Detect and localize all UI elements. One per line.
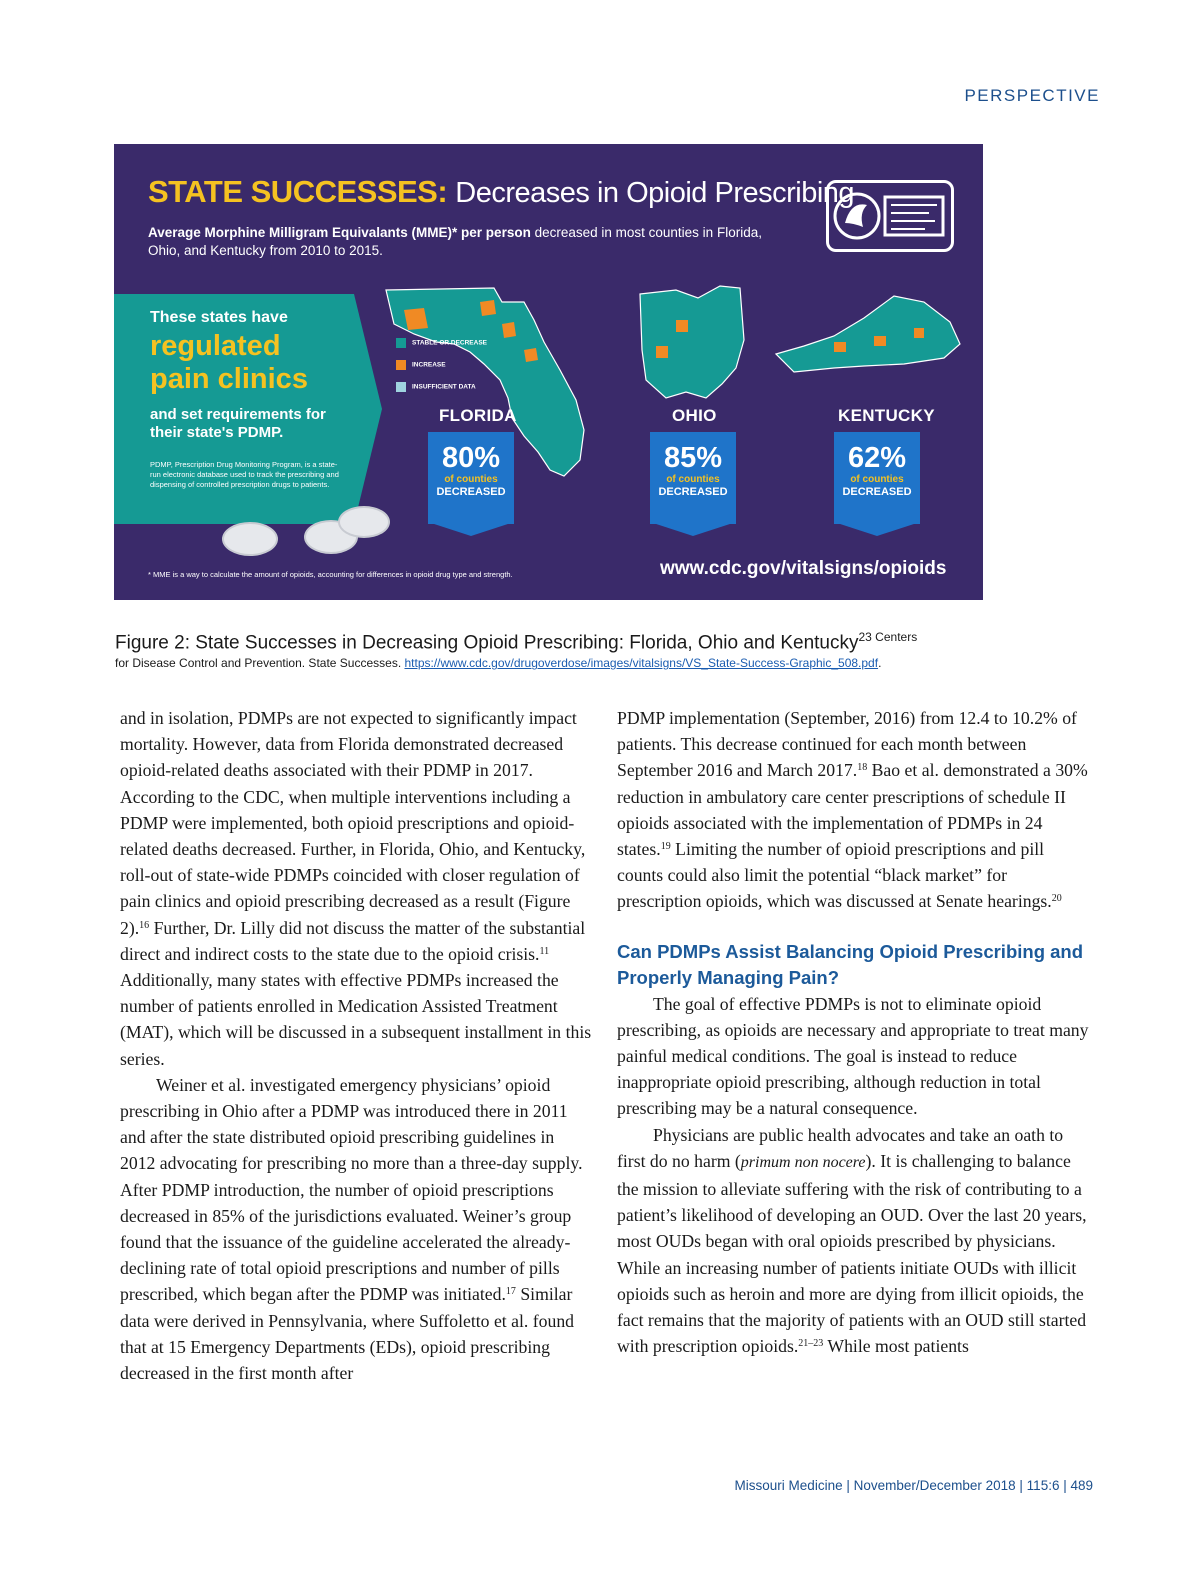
text-run: PDMP implementation (September, 2016) from 12.4 to 10.2% of patients. This decrease continued for each month between September 2016 and March 2017. xyxy=(617,708,1077,781)
badge-percent: 85% xyxy=(663,442,723,474)
badge-ohio xyxy=(650,432,736,524)
right-column xyxy=(617,705,1089,1359)
hhs-cdc-logo-icon xyxy=(826,180,954,252)
text-run: Limiting the number of opioid prescriptions and pill counts could also limit the potential “black market” for prescription opioids, which was discussed at Senate hearings. xyxy=(617,839,1052,912)
badge-status: DECREASED xyxy=(658,486,728,498)
paragraph xyxy=(617,705,1089,915)
text-run: While most patients xyxy=(823,1336,969,1357)
badge-tip xyxy=(834,522,920,536)
panel-line-1: These states have xyxy=(150,309,288,326)
badge-of: of counties xyxy=(444,474,498,485)
figure-title-bold: STATE SUCCESSES: xyxy=(148,174,448,209)
figure-subtitle xyxy=(148,224,788,260)
caption-ref-tail: Centers xyxy=(871,630,918,644)
citation: 18 xyxy=(857,762,868,774)
figure-url: www.cdc.gov/vitalsigns/opioids xyxy=(660,558,947,579)
page-footer: Missouri Medicine | November/December 2018 | 115:6 | 489 xyxy=(734,1478,1093,1493)
legend-swatch-icon xyxy=(396,360,406,370)
citation: 20 xyxy=(1051,893,1062,905)
state-name-ohio: OHIO xyxy=(672,406,717,425)
text-run: Additionally, many states with effective PDMPs increased the number of patients enrolled in Medication Assisted Treatment (MAT), which will be discussed in a subsequent installment in this series. xyxy=(120,970,592,1069)
panel-line-3: and set requirements for their state's PDMP. xyxy=(150,406,326,441)
caption-sub xyxy=(115,656,1025,670)
caption-sub-text: for Disease Control and Prevention. State Successes. xyxy=(115,656,405,671)
badge-percent: 80% xyxy=(441,442,501,474)
caption-link-end: . xyxy=(878,656,882,671)
legend-swatch-icon xyxy=(396,382,406,392)
caption-link[interactable]: https://www.cdc.gov/drugoverdose/images/vitalsigns/VS_State-Success-Graphic_508.pdf xyxy=(404,656,879,671)
section-heading: Can PDMPs Assist Balancing Opioid Prescribing and Properly Managing Pain? xyxy=(617,940,1084,988)
badge-tip xyxy=(650,522,736,536)
text-run: ). It is challenging to balance the mission to alleviate suffering with the risk of contributing to a patient’s likelihood of developing an OUD. Over the last 20 years, most OUDs began with oral opioids prescribed by physicians. While an increasing number of patients initiate OUDs with illicit opioids such as heroin and more are dying from illicit opioids, the fact remains that the majority of patients with an OUD still started with prescription opioids. xyxy=(617,1150,1087,1357)
citation: 17 xyxy=(505,1286,516,1298)
citation: 19 xyxy=(660,841,671,853)
legend-label: INCREASE xyxy=(412,361,446,369)
badge-percent: 62% xyxy=(847,442,907,474)
badge-kentucky xyxy=(834,432,920,524)
figure-subtitle-rest: decreased in most counties in Florida, Ohio, and Kentucky from 2010 to 2015. xyxy=(148,225,762,258)
info-panel-arrow xyxy=(354,294,382,524)
pill-icon xyxy=(222,522,278,556)
caption-ref: 23 xyxy=(858,630,872,644)
state-name-florida: FLORIDA xyxy=(439,406,517,425)
legend-item xyxy=(396,360,446,370)
badge-status: DECREASED xyxy=(436,486,506,498)
badge-of: of counties xyxy=(850,474,904,485)
legend-swatch-icon xyxy=(396,338,406,348)
paragraph: The goal of effective PDMPs is not to eliminate opioid prescribing, as opioids are necessary and appropriate to treat many painful medical conditions. The goal is instead to reduce inappropriate opioid prescribing, although reduction in total prescribing may be a natural consequence. xyxy=(617,993,1089,1119)
citation: 21–23 xyxy=(798,1338,824,1350)
figure-caption xyxy=(115,630,1025,670)
pill-icon xyxy=(338,506,390,538)
kentucky-map xyxy=(774,292,964,384)
state-name-kentucky: KENTUCKY xyxy=(838,406,935,425)
legend-item xyxy=(396,338,487,348)
figure-footnote: * MME is a way to calculate the amount of opioids, accounting for differences in opioid drug type and strength. xyxy=(148,570,513,579)
legend-item xyxy=(396,382,476,392)
ohio-map xyxy=(636,280,748,404)
section-label: PERSPECTIVE xyxy=(964,86,1100,105)
badge-status: DECREASED xyxy=(842,486,912,498)
text-run: and in isolation, PDMPs are not expected to significantly impact mortality. However, data from Florida demonstrated decreased opioid-related deaths associated with their PDMP in 2017. According to the CDC, when multiple interventions including a PDMP were implemented, both opioid prescriptions and opioid-related deaths decreased. Further, in Florida, Ohio, and Kentucky, roll-out of state-wide PDMPs coincided with closer regulation of pain clinics and opioid prescribing decreased as a result (Figure 2). xyxy=(120,708,586,938)
panel-note: PDMP, Prescription Drug Monitoring Program, is a state-run electronic database used to track the prescribing and dispensing of controlled prescription drugs to patients. xyxy=(150,460,339,489)
paragraph xyxy=(617,1122,1089,1360)
text-run: Physicians are public health advocates and take an oath to first do no harm ( xyxy=(617,1124,1064,1171)
paragraph xyxy=(120,1072,592,1386)
left-column xyxy=(120,705,592,1386)
caption-main xyxy=(115,630,1025,654)
text-run: Weiner et al. investigated emergency physicians’ opioid prescribing in Ohio after a PDMP was introduced there in 2011 and after the state distributed opioid prescribing guidelines in 2012 advocating for prescribing no more than a three-day supply. After PDMP introduction, the number of opioid prescriptions decreased in 85% of the jurisdictions evaluated. Weiner’s group found that the issuance of the guideline accelerated the already-declining rate of total opioid prescriptions and number of pills prescribed, which began after the PDMP was initiated. xyxy=(120,1074,583,1305)
infographic-figure xyxy=(114,144,983,600)
figure-title xyxy=(148,174,854,210)
caption-text: Figure 2: State Successes in Decreasing Opioid Prescribing: Florida, Ohio and Kentucky xyxy=(115,632,859,654)
badge-florida xyxy=(428,432,514,524)
badge-tip xyxy=(428,522,514,536)
latin-phrase: primum non nocere xyxy=(740,1153,866,1171)
citation: 16 xyxy=(139,919,150,931)
legend-label: INSUFFICIENT DATA xyxy=(412,383,476,391)
panel-line-2: regulated pain clinics xyxy=(150,330,308,395)
legend-label: STABLE OR DECREASE xyxy=(412,339,487,347)
text-run: Similar data were derived in Pennsylvania, where Suffoletto et al. found that at 15 Emergency Departments (EDs), opioid prescribing decreased in the first month after xyxy=(120,1284,575,1384)
paragraph xyxy=(120,705,592,1072)
citation: 11 xyxy=(539,945,550,957)
badge-of: of counties xyxy=(666,474,720,485)
figure-title-rest: Decreases in Opioid Prescribing xyxy=(455,177,855,209)
text-run: Further, Dr. Lilly did not discuss the matter of the substantial direct and indirect costs to the state due to the opioid crisis. xyxy=(120,917,586,964)
text-run: Bao et al. demonstrated a 30% reduction in ambulatory care center prescriptions of schedule II opioids associated with the implementation of PDMPs in 24 states. xyxy=(617,760,1088,860)
figure-subtitle-bold: Average Morphine Milligram Equivalants (MME)* per person xyxy=(148,225,531,240)
